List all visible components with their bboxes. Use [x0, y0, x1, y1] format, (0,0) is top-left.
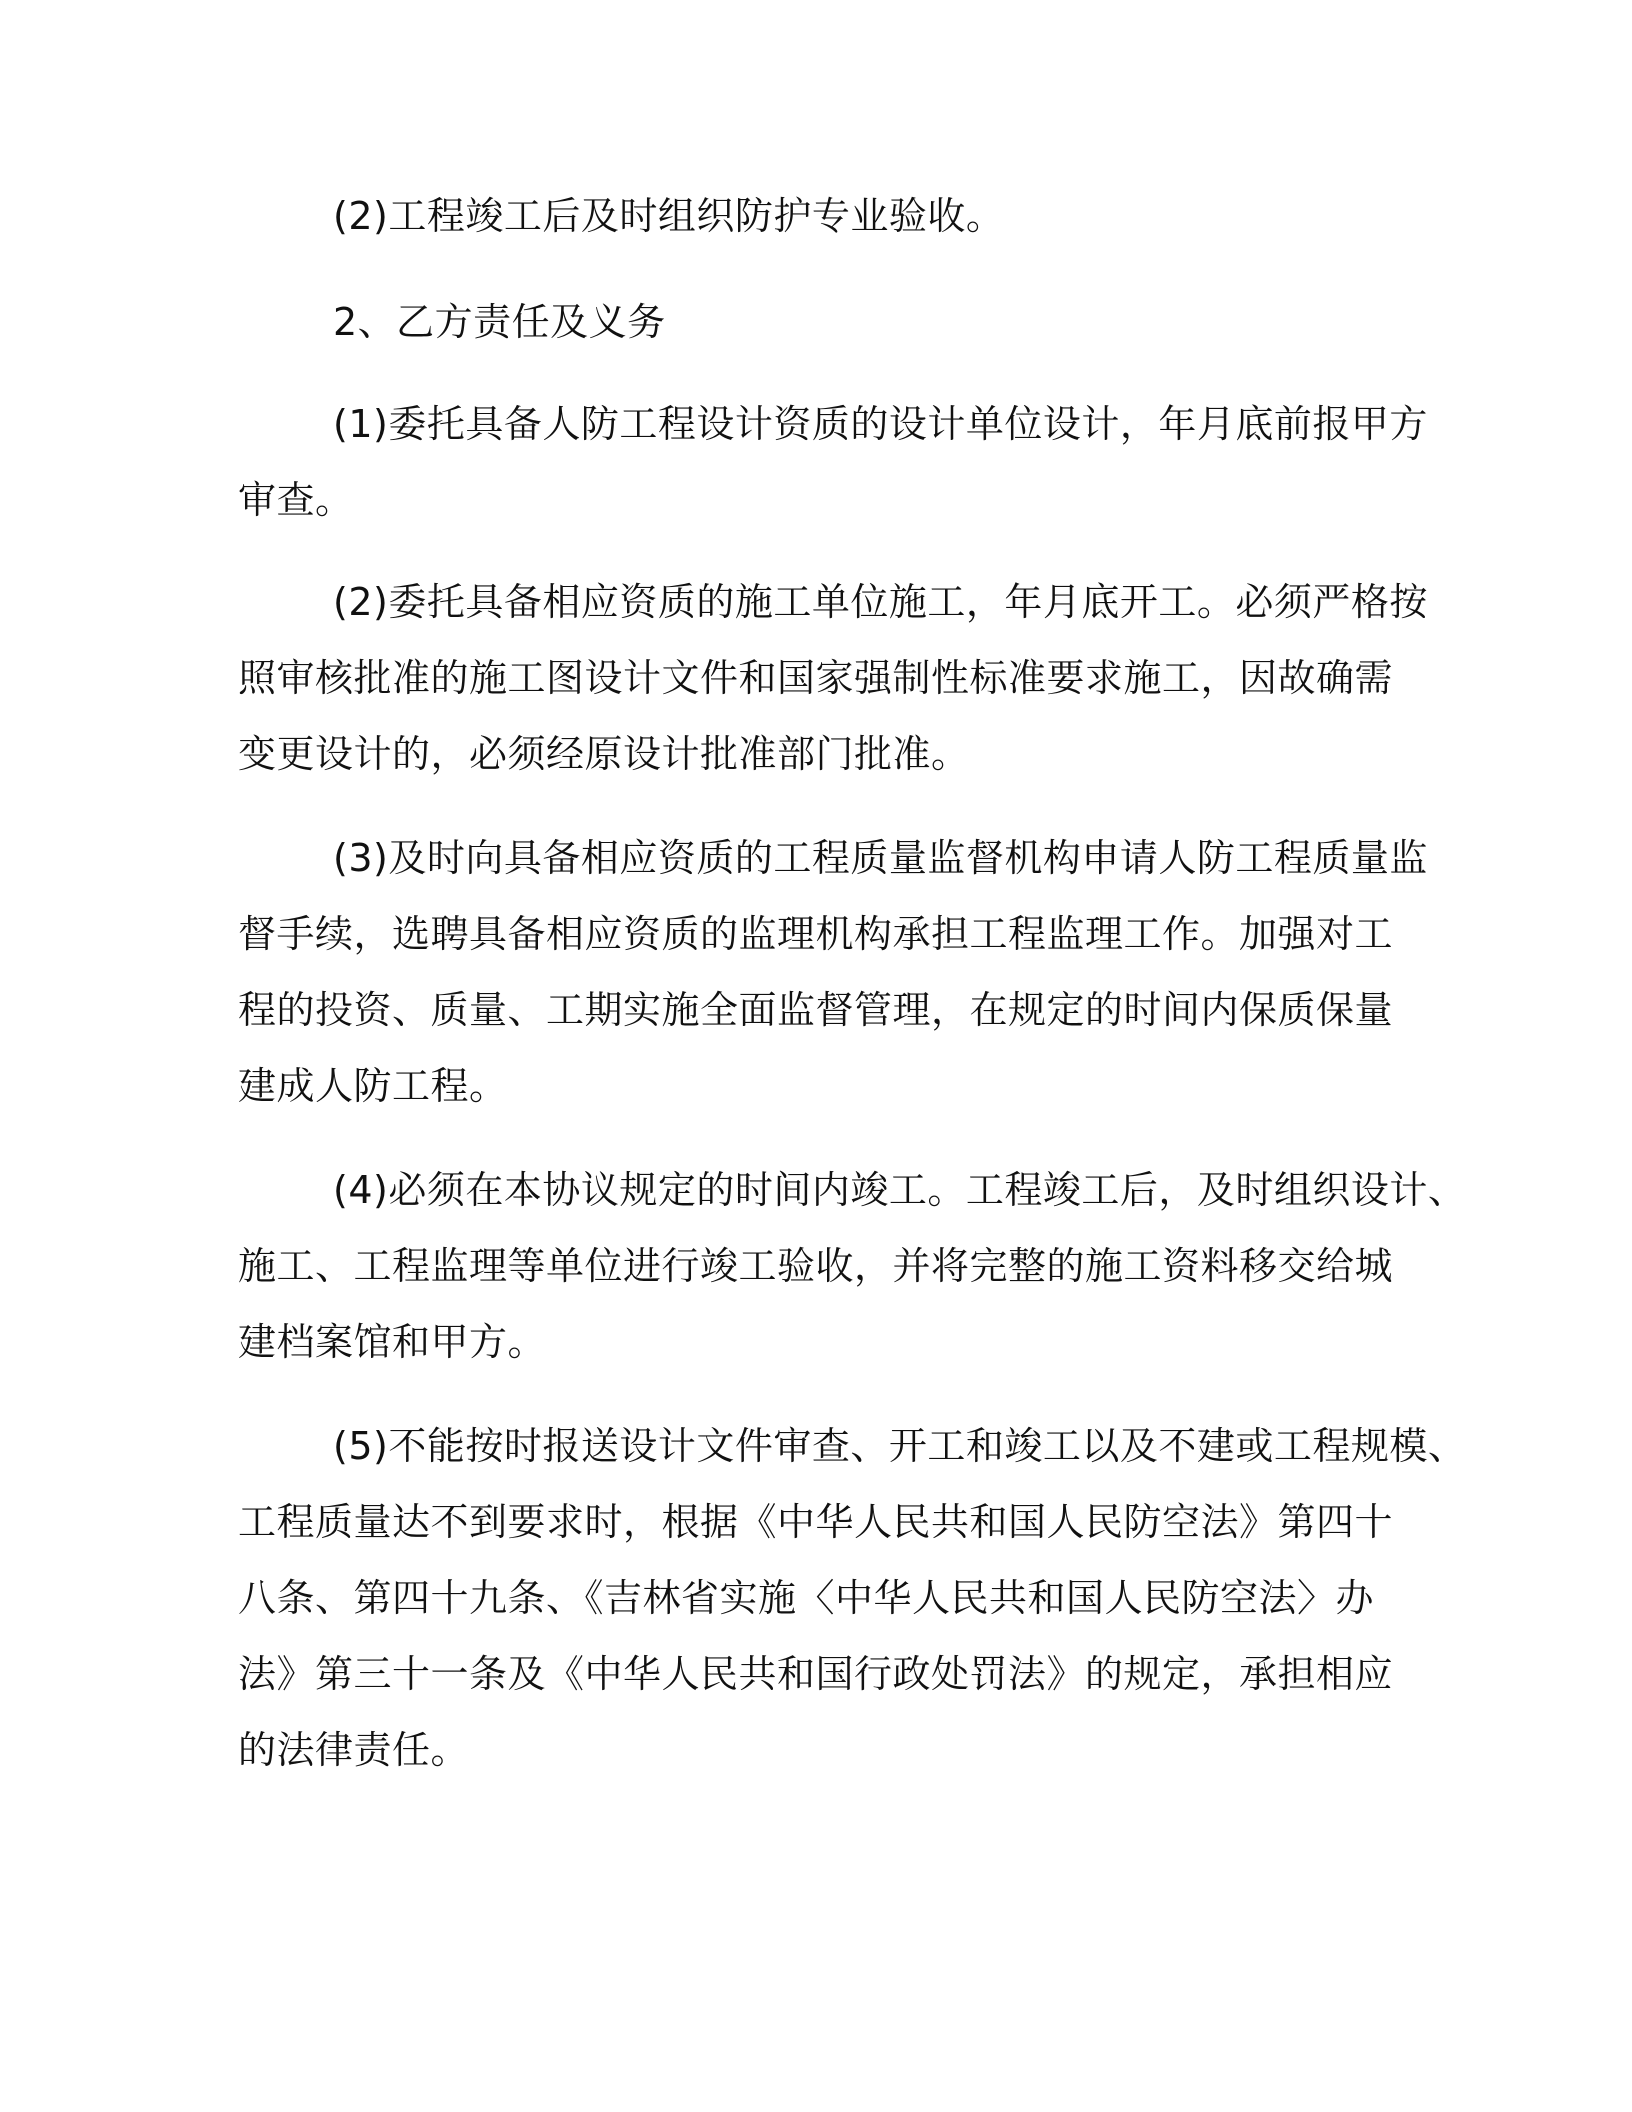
- para-b3-line-2: 督手续，选聘具备相应资质的监理机构承担工程监理工作。加强对工: [238, 912, 1394, 956]
- para-b5-line-3: 八条、第四十九条、《吉林省实施〈中华人民共和国人民防空法〉办: [238, 1576, 1375, 1620]
- para-b5-line-1: (5)不能按时报送设计文件审查、开工和竣工以及不建或工程规模、: [333, 1424, 1467, 1468]
- para-b2-line-3: 变更设计的，必须经原设计批准部门批准。: [238, 732, 970, 776]
- para-b4-line-2: 施工、工程监理等单位进行竣工验收，并将完整的施工资料移交给城: [238, 1244, 1394, 1288]
- section-heading-party-b: 2、乙方责任及义务: [333, 300, 666, 344]
- para-b5-line-2: 工程质量达不到要求时，根据《中华人民共和国人民防空法》第四十: [238, 1500, 1394, 1544]
- para-b1-line-1: (1)委托具备人防工程设计资质的设计单位设计，年月底前报甲方: [333, 402, 1428, 446]
- para-2-item-2-line-1: (2)工程竣工后及时组织防护专业验收。: [333, 194, 1005, 238]
- para-b5-line-4: 法》第三十一条及《中华人民共和国行政处罚法》的规定，承担相应: [238, 1652, 1394, 1696]
- para-b2-line-2: 照审核批准的施工图设计文件和国家强制性标准要求施工，因故确需: [238, 656, 1394, 700]
- para-b4-line-1: (4)必须在本协议规定的时间内竣工。工程竣工后，及时组织设计、: [333, 1168, 1467, 1212]
- para-b3-line-4: 建成人防工程。: [238, 1064, 508, 1108]
- para-b3-line-3: 程的投资、质量、工期实施全面监督管理，在规定的时间内保质保量: [238, 988, 1394, 1032]
- para-b4-line-3: 建档案馆和甲方。: [238, 1320, 547, 1364]
- para-b3-line-1: (3)及时向具备相应资质的工程质量监督机构申请人防工程质量监: [333, 836, 1428, 880]
- para-b2-line-1: (2)委托具备相应资质的施工单位施工，年月底开工。必须严格按: [333, 580, 1428, 624]
- para-b1-line-2: 审查。: [238, 478, 354, 522]
- para-b5-line-5: 的法律责任。: [238, 1728, 470, 1772]
